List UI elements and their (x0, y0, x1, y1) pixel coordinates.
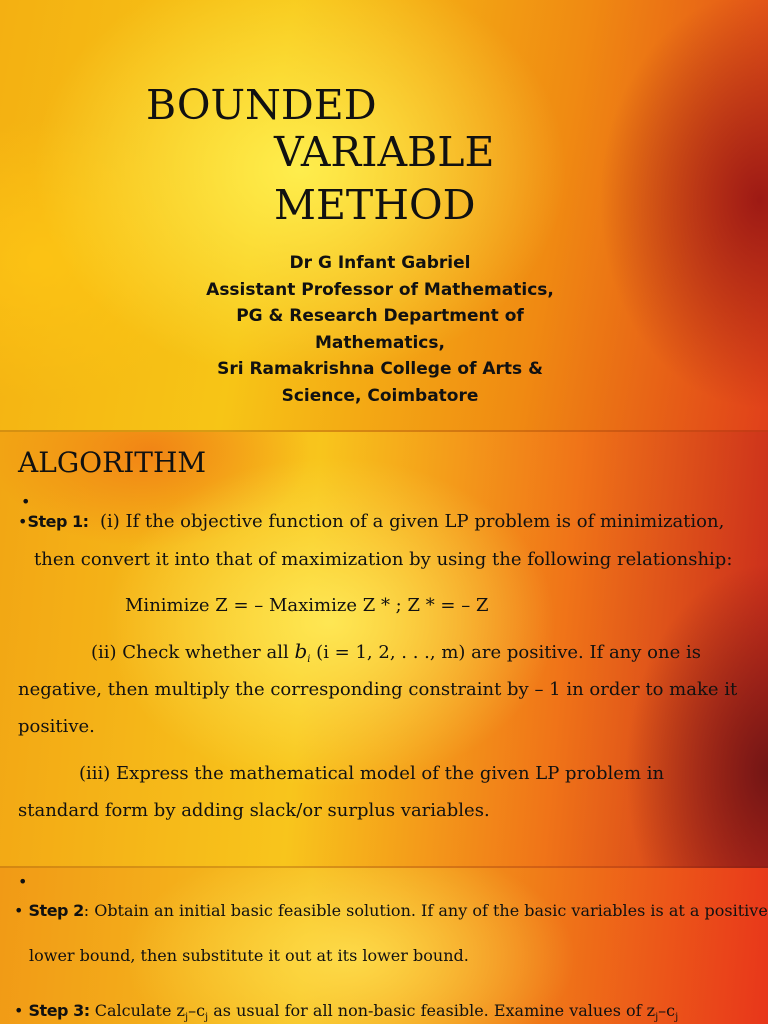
steps-slide (0, 868, 768, 1024)
author-college-cont: Science, Coimbatore (281, 385, 479, 406)
author-department-cont: Mathematics, (315, 332, 445, 353)
step2-line-2: lower bound, then substitute it out at its lower bound. (29, 946, 469, 965)
step1-ii-suffix: (i = 1, 2, . . ., m) are positive. If any one is (310, 642, 701, 663)
step3-bullet: • (14, 1001, 24, 1020)
title-line-1: BOUNDED (146, 81, 377, 129)
step2-label: Step 2 (28, 901, 84, 920)
author-college: Sri Ramakrishna College of Arts & (217, 359, 543, 379)
step1-ii-line-1 (91, 640, 701, 671)
author-position: Assistant Professor of Mathematics, (206, 279, 554, 300)
empty-bullet: • (18, 872, 28, 891)
step3-label: Step 3 (28, 1001, 84, 1020)
step1-bullet: • (18, 512, 28, 531)
minus-c-2: –c (658, 1001, 676, 1020)
minimize-formula: Minimize Z = – Maximize Z * ; Z * = – Z (125, 595, 489, 616)
step2-text: : Obtain an initial basic feasible solution. If any of the basic variables is at a positive (83, 901, 768, 920)
step1-text-1: (i) If the objective function of a given LP problem is of minimization, (99, 511, 725, 532)
step1-ii-prefix: (ii) Check whether all (91, 642, 295, 663)
step1-iii-line-2: standard form by adding slack/or surplus variables. (18, 800, 490, 821)
c-subscript: j (205, 1012, 209, 1023)
title-line-2: VARIABLE (274, 128, 495, 176)
author-block (150, 250, 610, 409)
author-name: Dr G Infant Gabriel (289, 253, 471, 273)
title-slide (0, 0, 768, 432)
step2-line-1 (14, 900, 768, 922)
step1-line-2: then convert it into that of maximization by using the following relationship: (34, 549, 733, 570)
step3-text-mid: as usual for all non-basic feasible. Examine values of z (208, 1001, 656, 1020)
algorithm-slide (0, 432, 768, 868)
step3-text-pre: Calculate z (89, 1001, 185, 1020)
empty-bullet: • (21, 492, 31, 511)
b-variable: b (294, 639, 308, 663)
b-subscript: i (307, 654, 311, 665)
step1-ii-line-2: negative, then multiply the corresponding constraint by – 1 in order to make it (18, 679, 738, 700)
step3-colon: : (83, 1001, 90, 1020)
z-subscript-2: j (655, 1012, 659, 1023)
title-line-3: METHOD (274, 181, 476, 229)
algorithm-heading: ALGORITHM (18, 446, 207, 479)
author-department: PG & Research Department of (236, 306, 524, 326)
step1-label: Step 1: (27, 512, 89, 531)
c-subscript-2: j (675, 1012, 679, 1023)
step1-line-1 (18, 511, 724, 533)
step1-iii-line-1: (iii) Express the mathematical model of the given LP problem in (79, 763, 665, 784)
minus-c: –c (188, 1001, 206, 1020)
step1-ii-line-3: positive. (18, 716, 95, 737)
step3-line-1 (14, 1000, 678, 1024)
step2-bullet: • (14, 901, 24, 920)
z-subscript: j (184, 1012, 189, 1023)
